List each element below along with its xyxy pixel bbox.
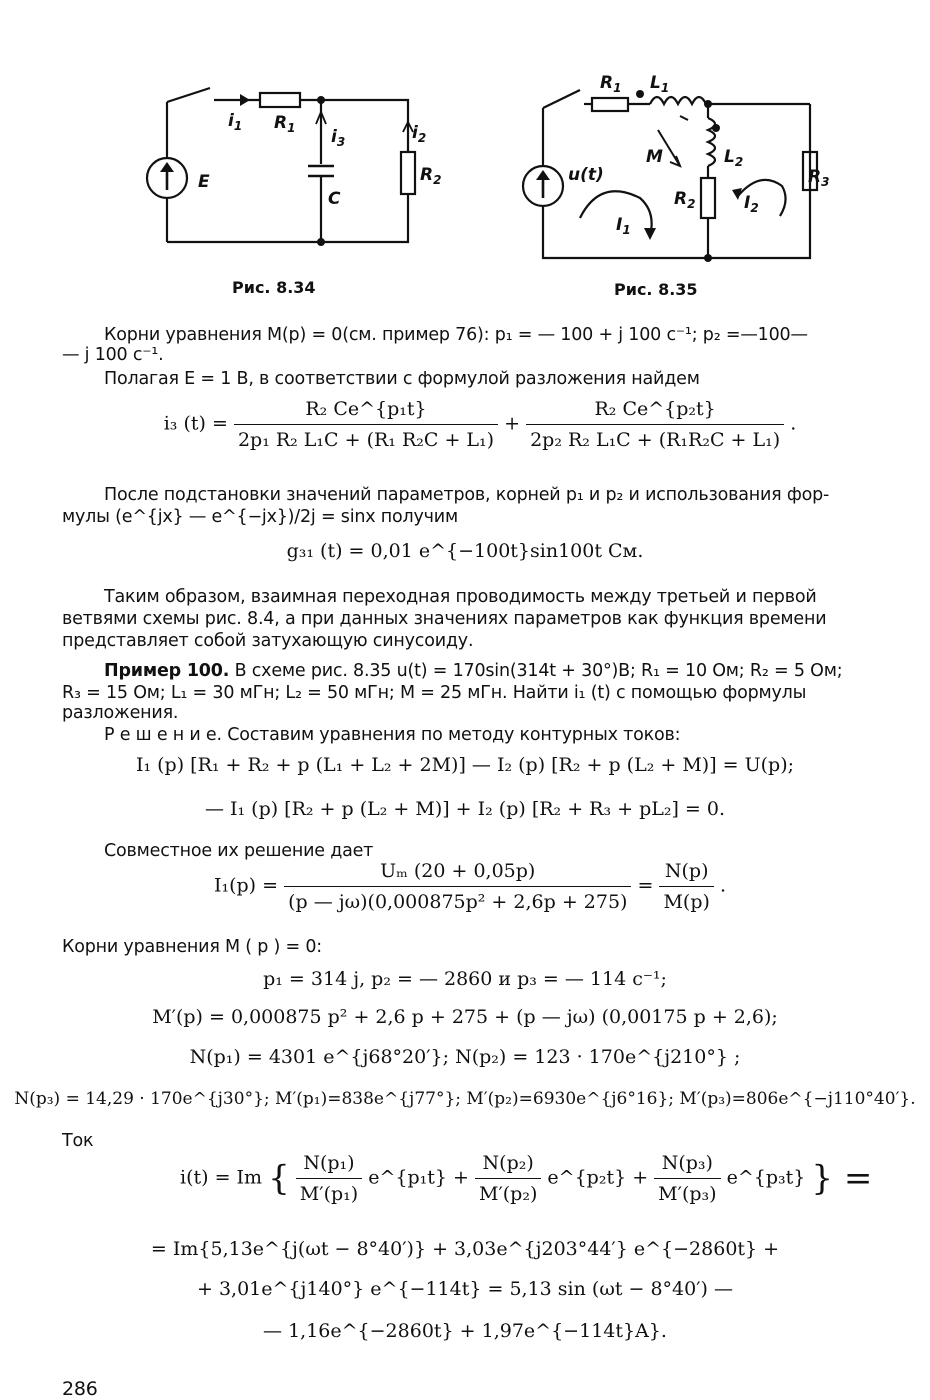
example-line-2: R₃ = 15 Ом; L₁ = 30 мГн; L₂ = 50 мГн; M = 25 мГн. Найти i₁ (t) с помощью формулы [62,683,807,703]
label-L2: $L_2$ [724,147,744,169]
inductor-L2 [708,118,715,166]
roots-line-1: Корни уравнения M(p) = 0(см. пример 76): p₁ = — 100 + j 100 с⁻¹; p₂ =—100— [104,325,808,345]
equation-it: i(t) = Im { $\frac{\text{N(p₁)}}{\text{M′(p₁)}}$ e^{p₁t} + $\frac{\text{N(p₂)}}{\text{M′(p₂)}}$ e^{p₂t} + $\frac{\text{N(p₃)}}{\text{M′(p₃)}}$ e^{p₃t} } = [180,1152,873,1205]
equation-i3: i₃ (t) = $\frac{\text{R₂ Ce\textasciicircum{}\{p₁t\}}}{\text{2p₁ R₂ L₁C + (R₁ R₂C + L₁)}}$ + $\frac{\text{R₂ Ce\textasciicircum{}\{p₂t\}}}{\text{2p₂ R₂ L₁C + (R₁R₂C + L₁)}}$ . [163,398,797,451]
equation-it-line-4: — 1,16e^{−2860t} + 1,97e^{−114t}A}. [263,1320,667,1342]
figure-8-35-caption: Рис. 8.35 [614,280,698,299]
figure-8-34-circuit [140,80,440,260]
equation-it-line-2: = Im{5,13e^{j(ωt − 8°40′)} + 3,03e^{j203°44′} e^{−2860t} + [150,1238,780,1260]
resistor-R2 [701,178,715,218]
equation-N12: N(p₁) = 4301 e^{j68°20′}; N(p₂) = 123 · 170e^{j210°} ; [189,1046,741,1068]
label-R1: $R_1$ [600,73,622,95]
capacitor-C [308,166,334,176]
label-I2: $I_2$ [744,193,759,215]
solution-line: Р е ш е н и е. Составим уравнения по методу контурных токов: [104,725,681,745]
example-title: Пример 100. [104,661,230,681]
equation-loop-1: I₁ (p) [R₁ + R₂ + p (L₁ + L₂ + 2M)] — I₂ (p) [R₂ + p (L₂ + M)] = U(p); [135,754,795,776]
label-I1: $I_1$ [616,215,631,237]
equation-it-line-3: + 3,01e^{j140°} e^{−114t} = 5,13 sin (ωt − 8°40′) — [197,1278,733,1300]
page-number: 286 [62,1378,98,1400]
equation-loop-2: — I₁ (p) [R₂ + p (L₂ + M)] + I₂ (p) [R₂ + R₃ + pL₂] = 0. [204,798,726,820]
label-E: E [198,172,210,192]
label-C: C [328,189,341,209]
equation-I1: I₁(p) = $\frac{\text{Uₘ (20 + 0,05p)}}{\text{(p — jω)(0,000875p² + 2,6p + 275)}}$ = $\frac{N(p)}{M(p)}$ . [213,860,727,913]
after-substitution-line-2: мулы (e^{jx} — e^{−jx})/2j = sinx получим [62,507,458,527]
equation-roots: p₁ = 314 j, p₂ = — 2860 и p₃ = — 114 с⁻¹; [263,968,667,990]
label-i3: $i_3$ [331,127,346,149]
label-R1: $R_1$ [274,113,296,135]
resistor-R1 [592,98,628,111]
label-R3: $R_3$ [808,167,830,189]
roots-line-2: — j 100 с⁻¹. [62,345,164,365]
after-substitution-line-1: После подстановки значений параметров, корней p₁ и p₂ и использования фор- [104,485,830,505]
figure-8-34-caption: Рис. 8.34 [232,278,316,297]
conclusion-line-1: Таким образом, взаимная переходная проводимость между третьей и первой [104,587,817,607]
example-line-1: Пример 100. В схеме рис. 8.35 u(t) = 170sin(314t + 30°)В; R₁ = 10 Ом; R₂ = 5 Ом; [104,661,843,681]
roots-M-text: Корни уравнения M ( p ) = 0: [62,937,323,957]
label-R2: $R_2$ [420,165,442,187]
label-R2: $R_2$ [674,189,696,211]
label-u: u(t) [568,165,604,185]
conclusion-line-3: представляет собой затухающую синусоиду. [62,631,474,651]
label-M: M [646,147,663,167]
current-label: Ток [62,1131,94,1151]
resistor-R1 [260,93,300,107]
inductor-L1 [650,97,706,104]
equation-Mprime: M′(p) = 0,000875 p² + 2,6 p + 275 + (p — jω) (0,00175 p + 2,6); [152,1006,778,1028]
label-i1: $i_1$ [228,111,243,133]
equation-g31: g₃₁ (t) = 0,01 e^{−100t}sin100t См. [286,540,644,562]
example-line-3: разложения. [62,703,179,723]
equation-N3: N(p₃) = 14,29 · 170e^{j30°}; M′(p₁)=838e^{j77°}; M′(p₂)=6930e^{j6°16}; M′(p₃)=806e^{−j110°40′}. [14,1089,916,1109]
label-L1: $L_1$ [650,73,670,95]
resistor-R2 [401,152,415,194]
joint-solution-text: Совместное их решение дает [104,841,374,861]
conclusion-line-2: ветвями схемы рис. 8.4, a при данных значениях параметров как функция времени [62,609,827,629]
figure-8-35-circuit [510,68,830,268]
taking-E-text: Полагая E = 1 В, в соответствии с формулой разложения найдем [104,369,700,389]
label-i2: $i_2$ [412,123,427,145]
